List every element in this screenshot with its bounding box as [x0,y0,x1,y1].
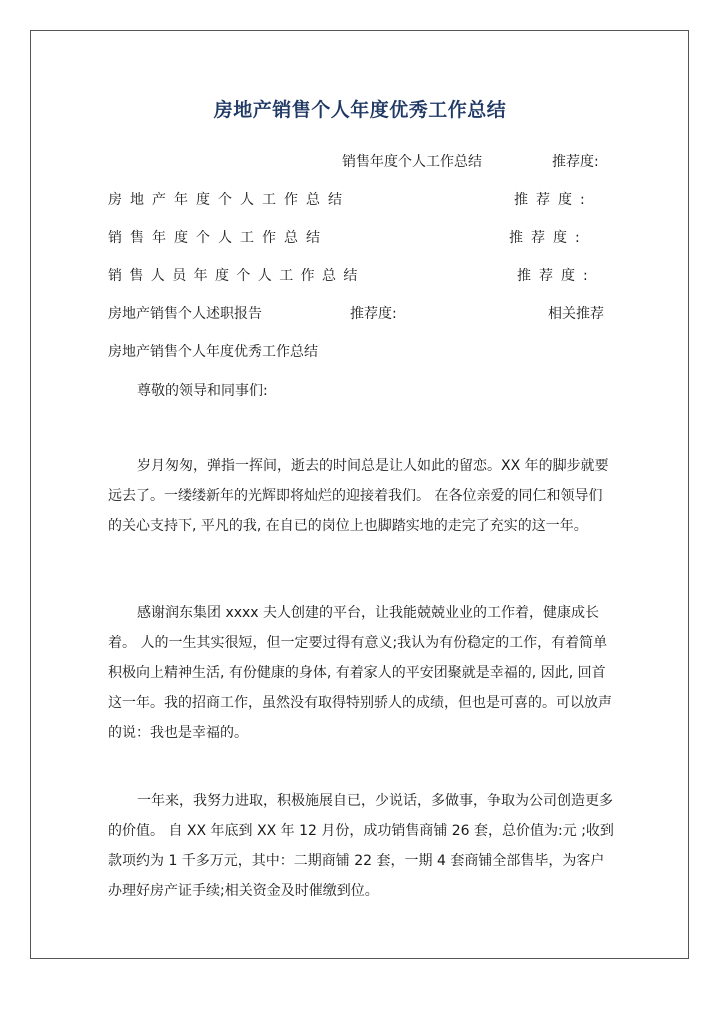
related-item-4-title[interactable]: 销售人员年度个人工作总结 [108,268,365,284]
paragraph-1 [108,451,615,541]
paragraph-3 [108,786,615,906]
paragraph-1-text: 岁月匆匆，弹指一挥间，逝去的时间总是让人如此的留恋。XX 年的脚步就要远去了。一缕缕新年的光辉即将灿烂的迎接着我们。 在各位亲爱的同仁和领导们的关心支持下, 平凡的我, 在自已的岗位上也脚踏实地的走完了充实的这一年。 [108,458,609,534]
paragraph-2-text: 感谢润东集团 xxxx 夫人创建的平台，让我能兢兢业业的工作着，健康成长着。 人的一生其实很短，但一定要过得有意义;我认为有份稳定的工作，有着简单积极向上精神生活, 有份健康的身体, 有着家人的平安团聚就是幸福的, 因此, 回首这一年。我的招商工作，虽然没有取得特别骄人的成绩，但也是可喜的。可以放声的说：我也是幸福的。 [108,605,612,741]
related-item-4-rating-label: 推荐度: [517,268,596,284]
related-item-2-title[interactable]: 房地产年度个人工作总结 [108,192,350,208]
related-item-5-title[interactable]: 房地产销售个人述职报告 [108,306,262,322]
related-item-3-title[interactable]: 销售年度个人工作总结 [108,230,328,246]
related-item-3-rating-label: 推荐度: [509,230,588,246]
document-title: 房地产销售个人年度优秀工作总结 [213,99,507,121]
paragraph-2 [108,598,615,748]
related-item-1-rating-label: 推荐度: [552,154,599,170]
paragraph-3-text: 一年来，我努力进取，积极施展自已，少说话，多做事，争取为公司创造更多的价值。 自 XX 年底到 XX 年 12 月份，成功销售商铺 26 套，总价值为:元 ;收到款项约为 1 千多万元，其中：二期商铺 22 套，一期 4 套商铺全部售毕，为客户办理好房产证手续;相关资金及时催缴到位。 [108,793,614,899]
related-item-2-rating-label: 推荐度: [514,192,593,208]
related-recommendations-link[interactable]: 相关推荐 [548,306,604,322]
related-item-6-title[interactable]: 房地产销售个人年度优秀工作总结 [108,344,318,360]
related-item-5-rating-label: 推荐度: [350,306,397,322]
salutation: 尊敬的领导和同事们: [137,383,268,399]
related-item-1-title[interactable]: 销售年度个人工作总结 [342,154,482,170]
